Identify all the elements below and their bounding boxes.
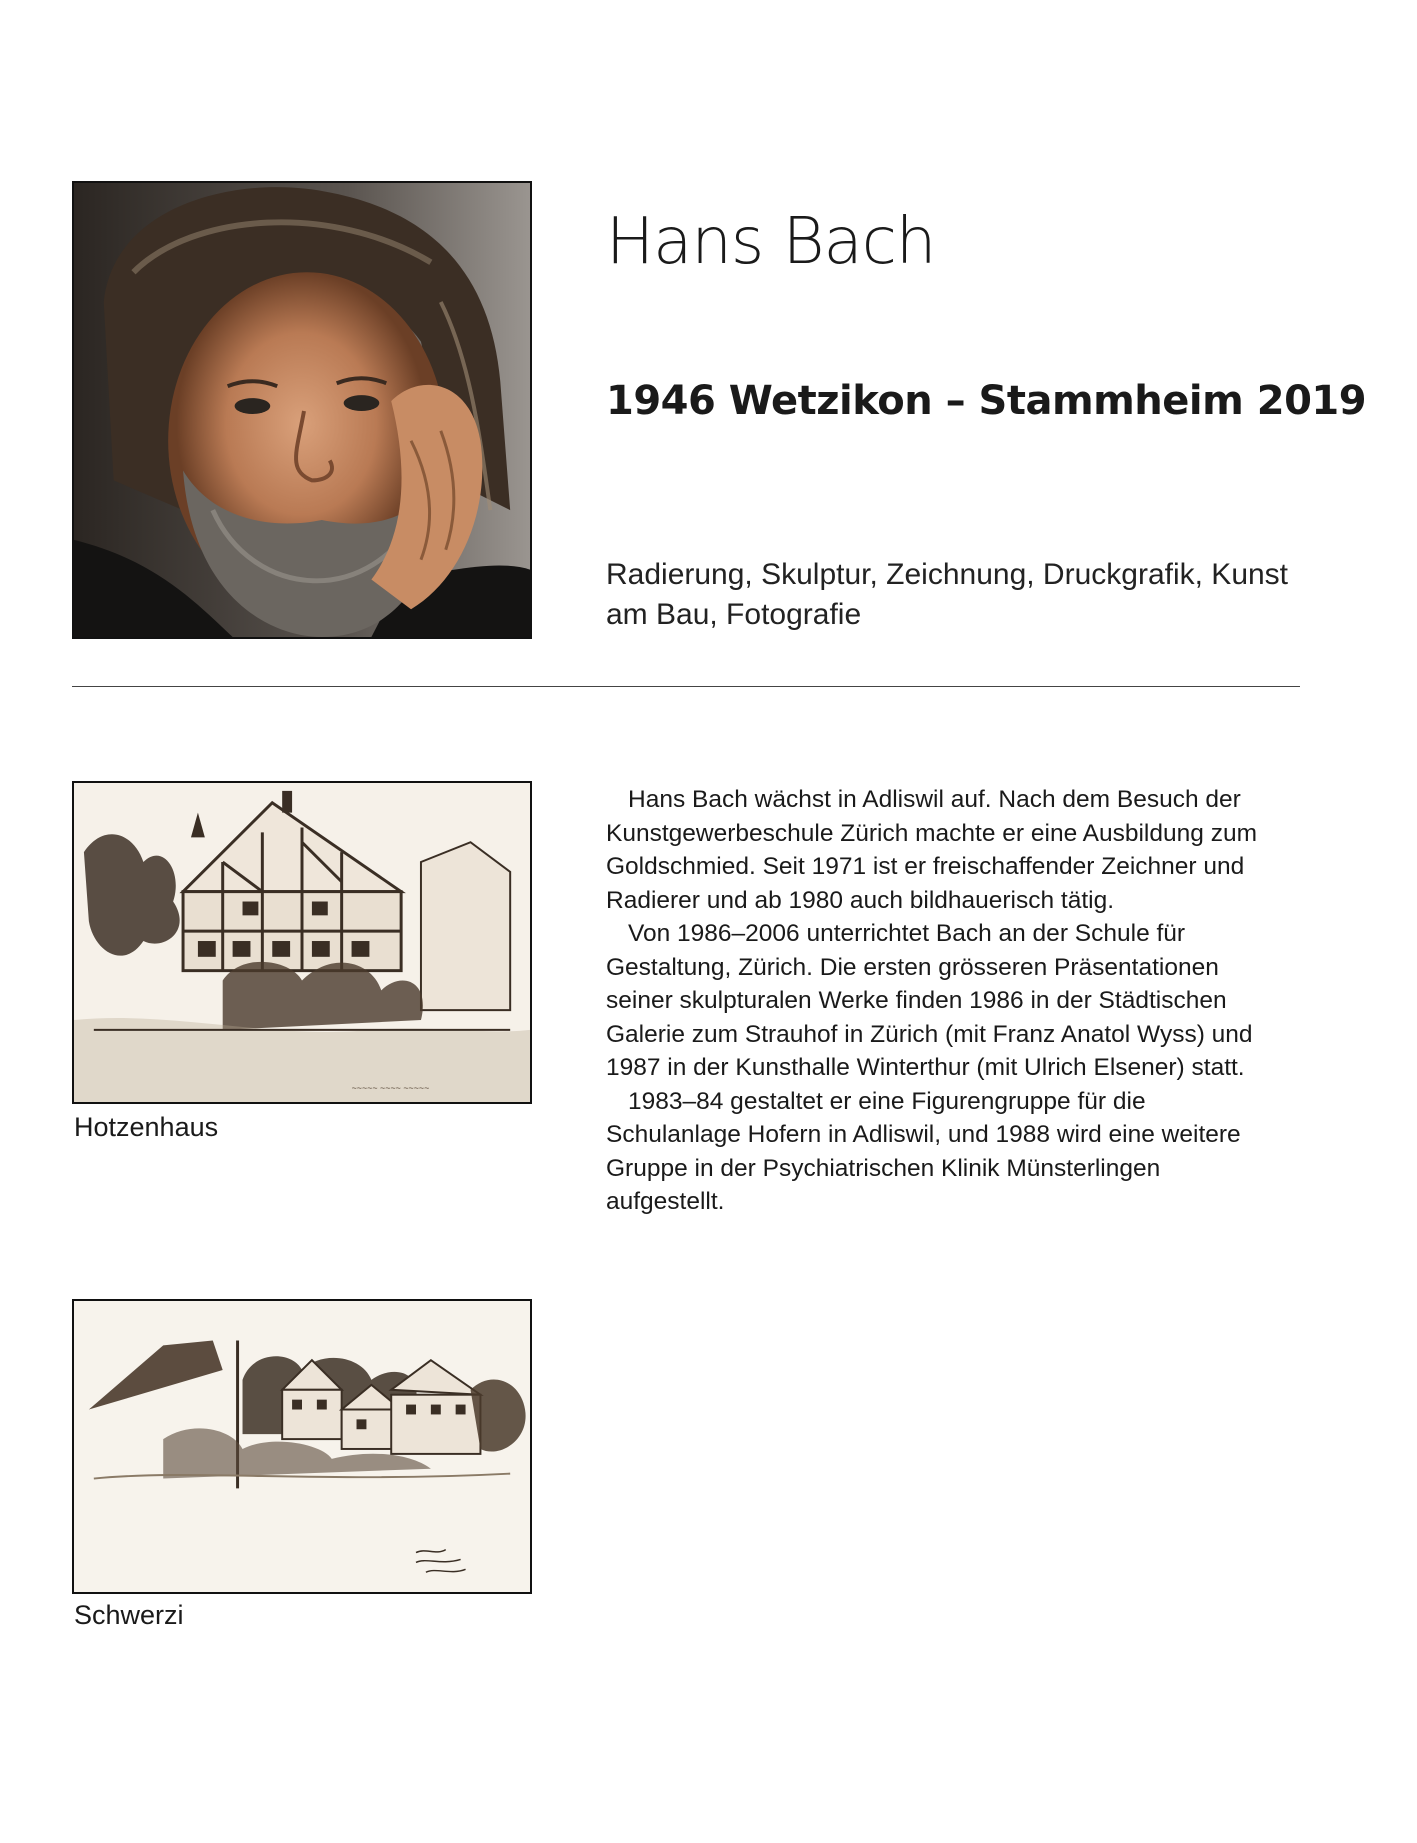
artwork-schwerzi-image	[72, 1299, 532, 1594]
artist-disciplines: Radierung, Skulptur, Zeichnung, Druckgrafik, Kunst am Bau, Fotografie	[606, 558, 1289, 631]
biography-text	[606, 783, 1266, 1219]
section-divider	[72, 686, 1300, 687]
artwork-hotzenhaus-image	[72, 781, 532, 1104]
biography-paragraph: Hans Bach wächst in Adliswil auf. Nach dem Besuch der Kunstgewerbeschule Zürich machte er eine Ausbildung zum Goldschmied. Seit 1971 ist er freischaffender Zeichner und Radierer und ab 1980 auch bildhauerisch tätig.	[606, 786, 1257, 914]
artist-portrait-photo	[72, 181, 532, 639]
artist-name: Hans Bach	[606, 205, 936, 279]
biography-paragraph: 1983–84 gestaltet er eine Figurengruppe für die Schulanlage Hofern in Adliswil, und 1988 wird eine weitere Gruppe in der Psychiatrischen Klinik Münsterlingen aufgestellt.	[606, 1087, 1241, 1215]
artwork-hotzenhaus-caption: Hotzenhaus	[74, 1112, 219, 1142]
artist-lifespan: 1946 Wetzikon – Stammheim 2019	[606, 378, 1367, 424]
artwork-schwerzi-caption: Schwerzi	[74, 1600, 184, 1630]
svg-text:~~~~~ ~~~~ ~~~~~: ~~~~~ ~~~~ ~~~~~	[351, 1083, 430, 1094]
biography-paragraph: Von 1986–2006 unterrichtet Bach an der Schule für Gestaltung, Zürich. Die ersten grösseren Präsentationen seiner skulpturalen Werke finden 1986 in der Städtischen Galerie zum Strauhof in Zürich (mit Franz Anatol Wyss) und 1987 in der Kunsthalle Winterthur (mit Ulrich Elsener) statt.	[606, 920, 1253, 1081]
